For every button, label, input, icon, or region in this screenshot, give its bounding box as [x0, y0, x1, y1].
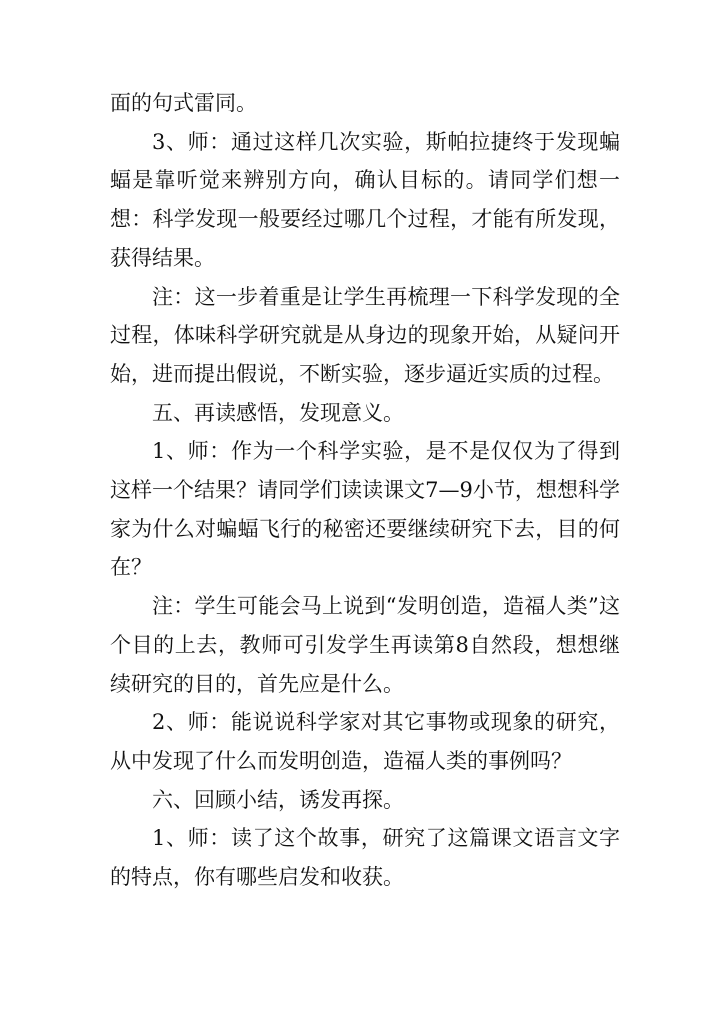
paragraph-teacher-question-2: 2、师：能说说科学家对其它事物或现象的研究，从中发现了什么而发明创造，造福人类的事例吗？ [110, 710, 620, 773]
paragraph-teacher-question-3: 3、师：通过这样几次实验，斯帕拉捷终于发现蝙蝠是靠听觉来辨别方向，确认目标的。请同学们想一想：科学发现一般要经过哪几个过程，才能有所发现，获得结果。 [110, 129, 620, 270]
paragraph-note-1: 注：这一步着重是让学生再梳理一下科学发现的全过程，体味科学研究就是从身边的现象开始，从疑问开始，进而提出假说，不断实验，逐步逼近实质的过程。 [110, 284, 620, 386]
paragraph-teacher-question-final: 1、师：读了这个故事，研究了这篇课文语言文字的特点，你有哪些启发和收获。 [110, 826, 620, 890]
section-heading-6: 六、回顾小结，诱发再探。 [152, 787, 404, 812]
document-body [110, 84, 620, 897]
paragraph-note-2: 注：学生可能会马上说到“发明创造，造福人类”这个目的上去，教师可引发学生再读第8自然段，想想继续研究的目的，首先应是什么。 [110, 594, 620, 696]
paragraph-continuation: 面的句式雷同。 [110, 91, 257, 115]
paragraph-teacher-question-1: 1、师：作为一个科学实验，是不是仅仅为了得到这样一个结果？请同学们读读课文7—9小节，想想科学家为什么对蝙蝠飞行的秘密还要继续研究下去，目的何在？ [110, 439, 620, 580]
section-heading-5: 五、再读感悟，发现意义。 [152, 400, 404, 425]
